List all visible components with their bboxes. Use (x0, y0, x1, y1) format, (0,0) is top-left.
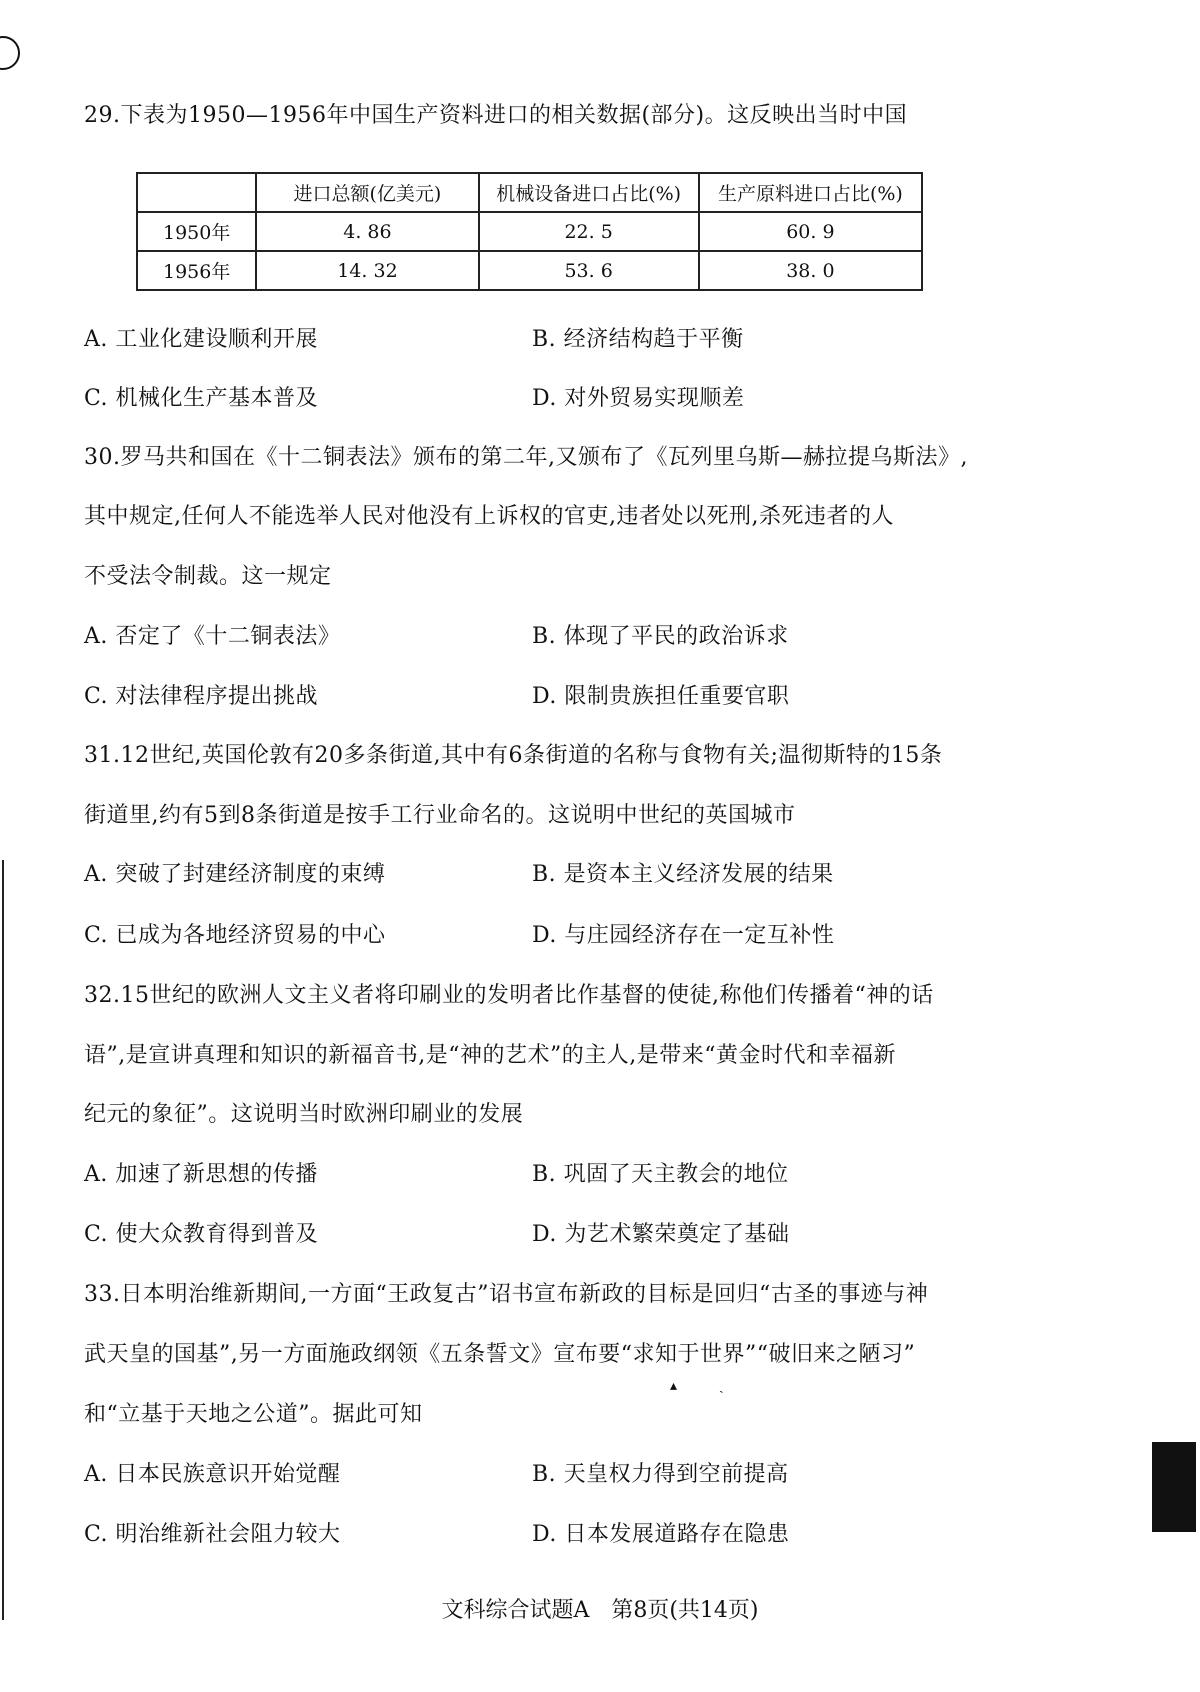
question-33-stem-line-2: 武天皇的国基”,另一方面施政纲领《五条誓文》宣布要“求知于世界”“破旧来之陋习” (84, 1342, 916, 1367)
side-black-marker (1152, 1442, 1196, 1532)
table-row (137, 251, 922, 290)
question-number: 29. (84, 103, 121, 128)
question-31-stem-line-1 (84, 741, 942, 771)
table-cell: 1956年 (137, 251, 256, 290)
binding-hole-mark (0, 36, 20, 70)
q32-option-d: D. 为艺术繁荣奠定了基础 (532, 1222, 790, 1247)
q30-option-a: A. 否定了《十二铜表法》 (84, 624, 341, 649)
table-row (137, 212, 922, 251)
q30-option-d: D. 限制贵族担任重要官职 (532, 684, 790, 709)
question-32-stem-line-2: 语”,是宣讲真理和知识的新福音书,是“神的艺术”的主人,是带来“黄金时代和幸福新 (84, 1043, 896, 1068)
q30-option-c: C. 对法律程序提出挑战 (84, 684, 319, 709)
question-number: 32. (84, 983, 121, 1008)
q33-option-d: D. 日本发展道路存在隐患 (532, 1522, 790, 1547)
table-header-cell (137, 173, 256, 212)
q29-option-c: C. 机械化生产基本普及 (84, 386, 319, 411)
table-cell: 60. 9 (699, 212, 922, 251)
q32-option-b: B. 巩固了天主教会的地位 (532, 1162, 789, 1187)
q31-option-a: A. 突破了封建经济制度的束缚 (84, 862, 386, 887)
table-cell: 1950年 (137, 212, 256, 251)
question-text: 罗马共和国在《十二铜表法》颁布的第二年,又颁布了《瓦列里乌斯—赫拉提乌斯法》, (120, 445, 968, 470)
import-data-table (136, 172, 923, 291)
question-number: 30. (84, 445, 121, 470)
question-text: 下表为1950—1956年中国生产资料进口的相关数据(部分)。这反映出当时中国 (120, 103, 908, 128)
q32-option-c: C. 使大众教育得到普及 (84, 1222, 319, 1247)
question-32-stem-line-1 (84, 981, 934, 1011)
question-33-stem-line-1 (84, 1280, 928, 1310)
q29-option-d: D. 对外贸易实现顺差 (532, 386, 745, 411)
q33-option-c: C. 明治维新社会阻力较大 (84, 1522, 341, 1547)
table-header-cell: 机械设备进口占比(%) (479, 173, 699, 212)
left-margin-rule (2, 860, 4, 1620)
question-31-stem-line-2: 街道里,约有5到8条街道是按手工行业命名的。这说明中世纪的英国城市 (84, 803, 796, 828)
question-text: 15世纪的欧洲人文主义者将印刷业的发明者比作基督的使徒,称他们传播着“神的话 (120, 983, 934, 1008)
question-33-stem-line-3: 和“立基于天地之公道”。据此可知 (84, 1402, 423, 1427)
q29-option-b: B. 经济结构趋于平衡 (532, 327, 744, 352)
table-header-row (137, 173, 922, 212)
question-number: 31. (84, 743, 121, 768)
stray-ink-marks: ▴ ˏ (670, 1378, 724, 1394)
table-cell: 53. 6 (479, 251, 699, 290)
q31-option-d: D. 与庄园经济存在一定互补性 (532, 923, 835, 948)
table-cell: 38. 0 (699, 251, 922, 290)
table-cell: 4. 86 (256, 212, 478, 251)
question-29-stem (84, 101, 907, 131)
question-text: 12世纪,英国伦敦有20多条街道,其中有6条街道的名称与食物有关;温彻斯特的15条 (120, 743, 943, 768)
q31-option-b: B. 是资本主义经济发展的结果 (532, 862, 834, 887)
q32-option-a: A. 加速了新思想的传播 (84, 1162, 318, 1187)
q31-option-c: C. 已成为各地经济贸易的中心 (84, 923, 386, 948)
question-text: 日本明治维新期间,一方面“王政复古”诏书宣布新政的目标是回归“古圣的事迹与神 (120, 1282, 929, 1307)
q33-option-a: A. 日本民族意识开始觉醒 (84, 1462, 341, 1487)
page-footer: 文科综合试题A 第8页(共14页) (441, 1598, 759, 1623)
question-number: 33. (84, 1282, 121, 1307)
question-30-stem-line-2: 其中规定,任何人不能选举人民对他没有上诉权的官吏,违者处以死刑,杀死违者的人 (84, 504, 894, 529)
q29-option-a: A. 工业化建设顺利开展 (84, 327, 318, 352)
q30-option-b: B. 体现了平民的政治诉求 (532, 624, 789, 649)
table-header-cell: 生产原料进口占比(%) (699, 173, 922, 212)
table-cell: 22. 5 (479, 212, 699, 251)
question-32-stem-line-3: 纪元的象征”。这说明当时欧洲印刷业的发展 (84, 1102, 524, 1127)
q33-option-b: B. 天皇权力得到空前提高 (532, 1462, 789, 1487)
question-30-stem-line-1 (84, 443, 968, 473)
table-header-cell: 进口总额(亿美元) (256, 173, 478, 212)
table-cell: 14. 32 (256, 251, 478, 290)
question-30-stem-line-3: 不受法令制裁。这一规定 (84, 564, 332, 589)
